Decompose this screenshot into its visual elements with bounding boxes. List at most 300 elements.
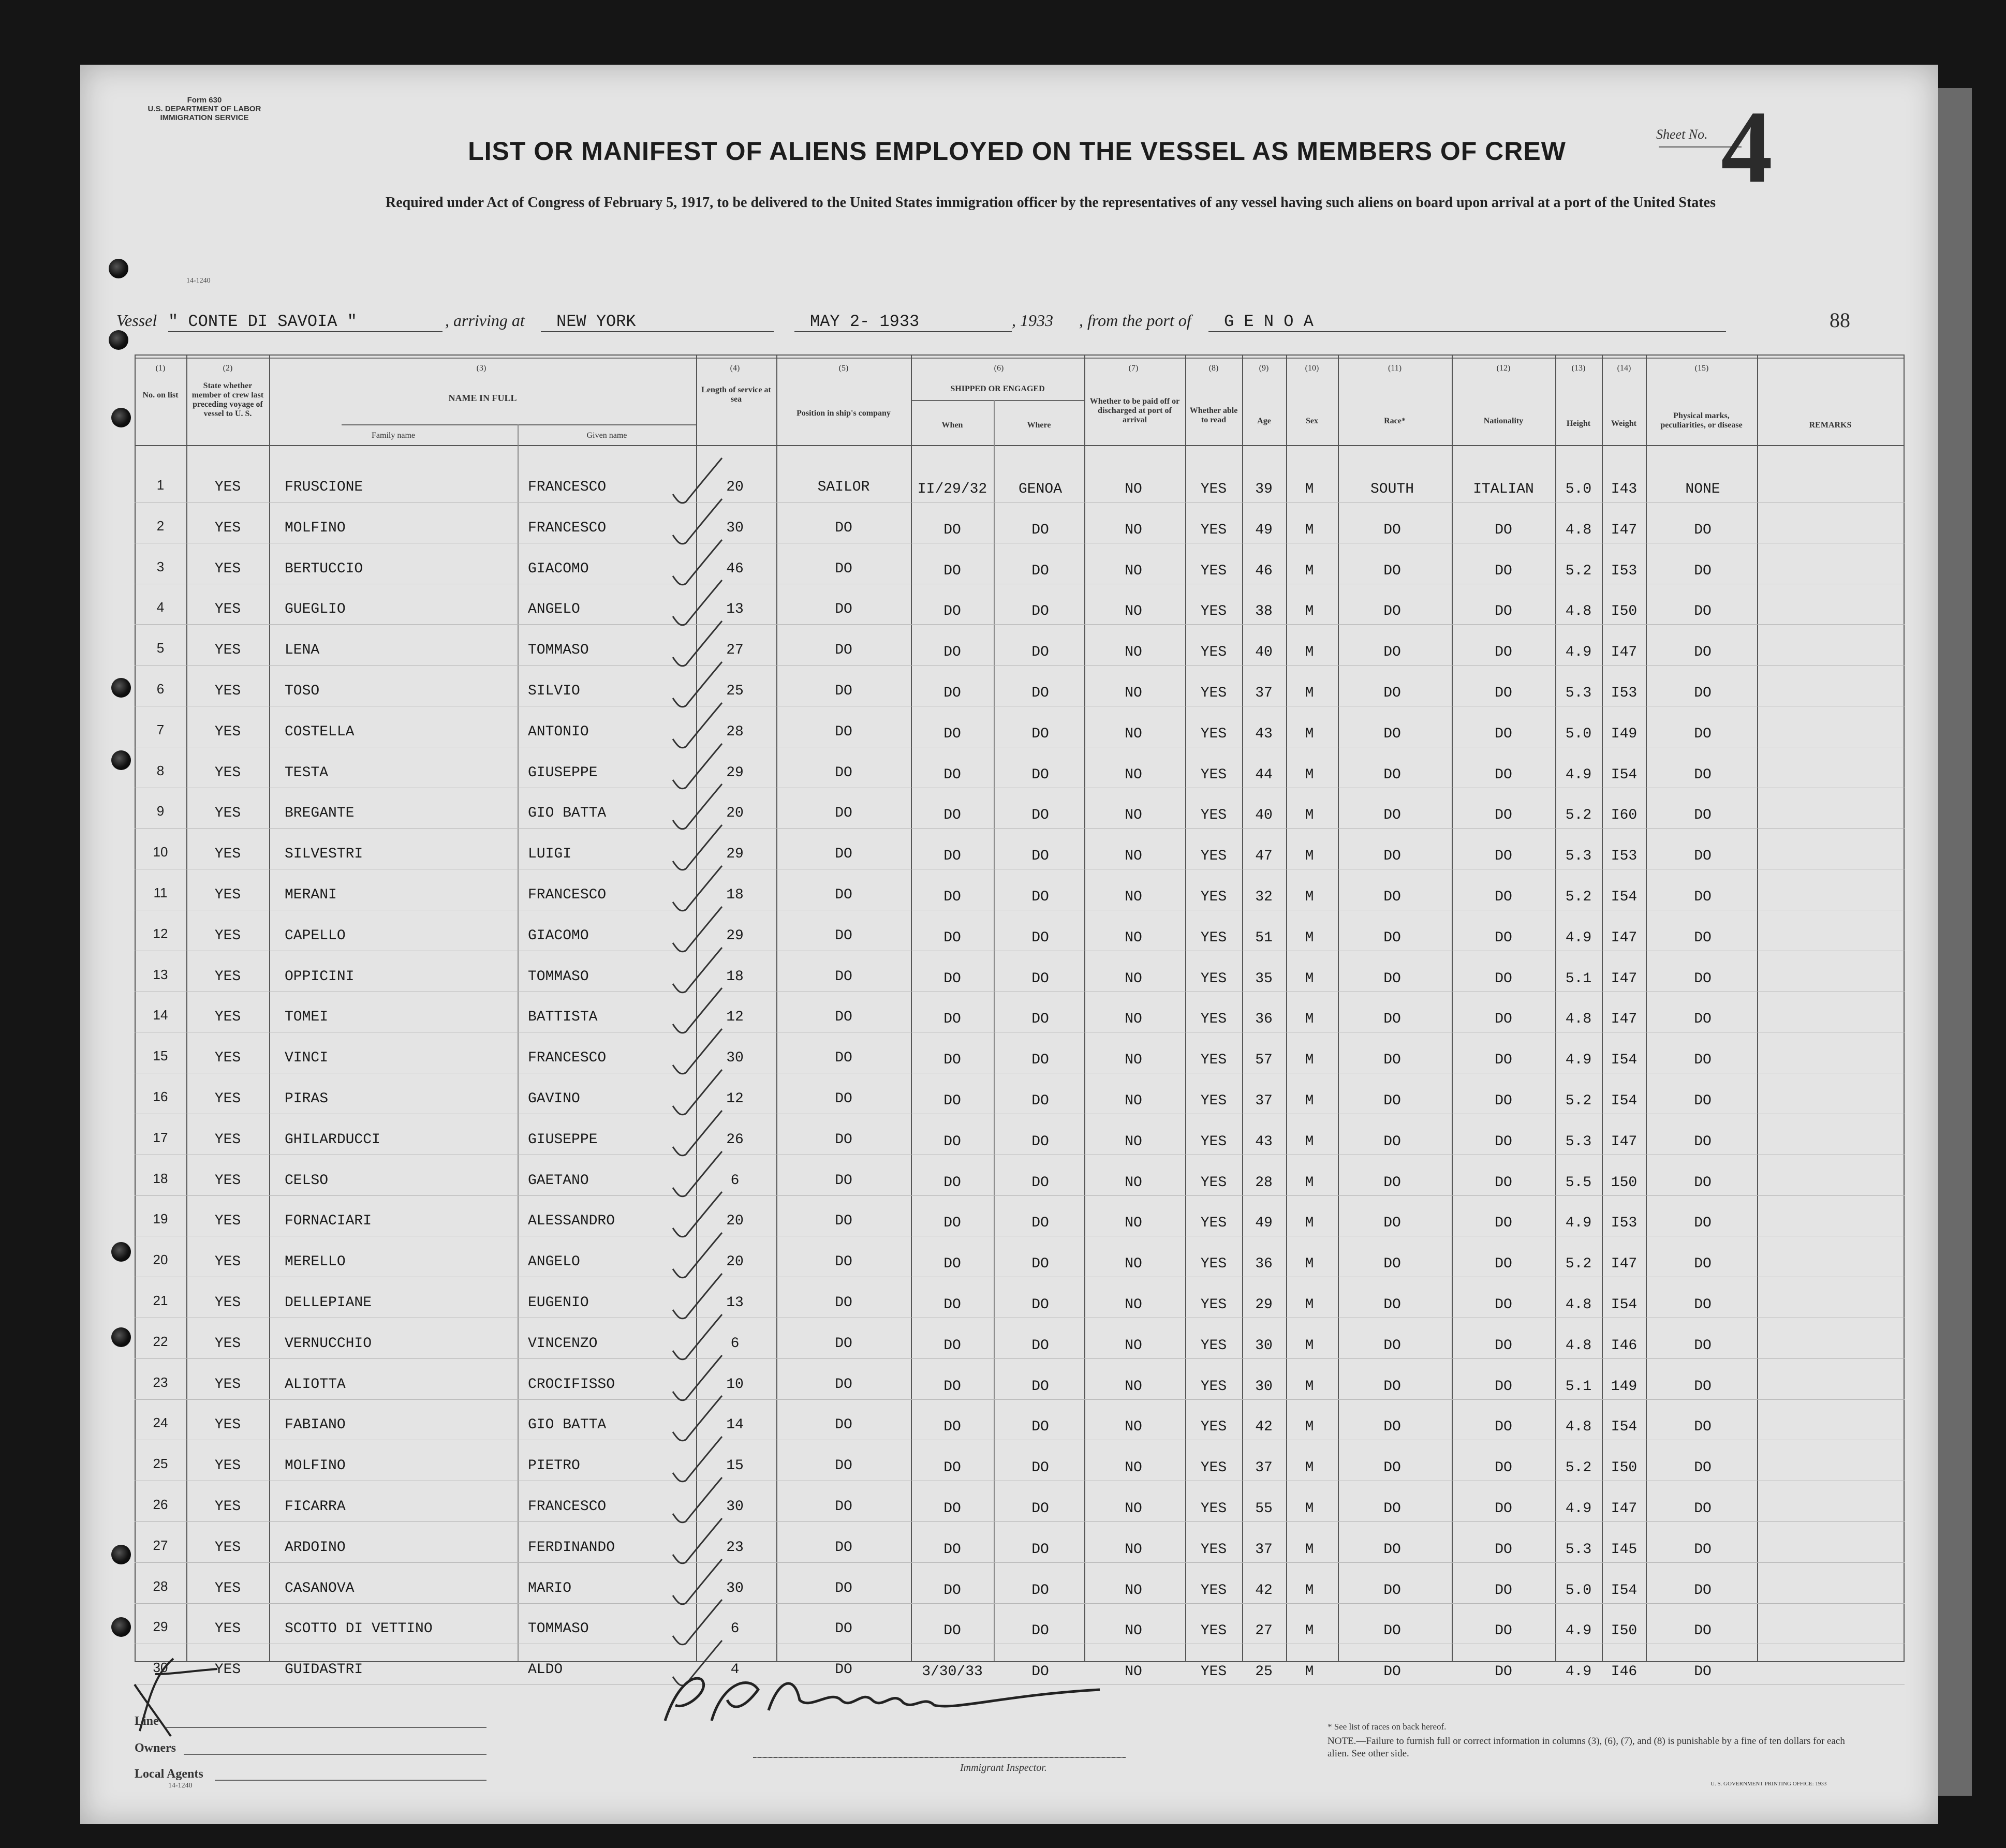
race-cell: DO xyxy=(1383,1297,1401,1313)
row-number: 14 xyxy=(153,1007,168,1023)
punch-hole xyxy=(111,1327,131,1347)
height-cell: 5.3 xyxy=(1565,1541,1592,1558)
state-cell: YES xyxy=(214,1499,241,1515)
nationality-cell: DO xyxy=(1495,563,1512,579)
family-name-cell: MOLFINO xyxy=(285,520,346,536)
row-number: 24 xyxy=(153,1415,168,1431)
able-to-read-cell: YES xyxy=(1200,603,1227,620)
state-cell: YES xyxy=(214,1254,241,1270)
physical-marks-cell: DO xyxy=(1694,685,1712,701)
paid-off-cell: NO xyxy=(1125,1297,1142,1313)
where-cell: DO xyxy=(1031,1011,1049,1028)
position-cell: DO xyxy=(835,1172,852,1189)
paid-off-cell: NO xyxy=(1125,1501,1142,1517)
where-cell: DO xyxy=(1031,726,1049,742)
crew-manifest-table xyxy=(135,354,1905,1680)
paid-off-cell: NO xyxy=(1125,481,1142,497)
height-cell: 4.9 xyxy=(1565,644,1592,661)
position-cell: DO xyxy=(835,1295,852,1311)
weight-cell: I47 xyxy=(1611,522,1638,538)
physical-marks-cell: DO xyxy=(1694,1541,1712,1558)
state-cell: YES xyxy=(214,1662,241,1678)
row-rule xyxy=(135,1521,1905,1522)
physical-marks-cell: DO xyxy=(1694,1664,1712,1680)
family-name-cell: LENA xyxy=(285,642,320,659)
where-cell: DO xyxy=(1031,889,1049,905)
age-cell: 35 xyxy=(1255,970,1273,987)
race-cell: DO xyxy=(1383,1215,1401,1232)
row-rule xyxy=(135,665,1905,666)
sex-cell: M xyxy=(1305,1052,1314,1069)
where-cell: DO xyxy=(1031,807,1049,824)
row-number: 17 xyxy=(153,1129,168,1145)
height-cell: 5.1 xyxy=(1565,970,1592,987)
from-label: , from the port of xyxy=(1079,311,1191,330)
header-where: Where xyxy=(1027,421,1051,430)
column-divider xyxy=(994,400,995,1661)
height-cell: 5.2 xyxy=(1565,563,1592,579)
sex-cell: M xyxy=(1305,970,1314,987)
nationality-cell: DO xyxy=(1495,1174,1512,1191)
state-cell: YES xyxy=(214,1091,241,1107)
given-name-cell: MARIO xyxy=(528,1580,572,1596)
physical-marks-cell: DO xyxy=(1694,1174,1712,1191)
physical-marks-cell: DO xyxy=(1694,726,1712,742)
where-cell: DO xyxy=(1031,563,1049,579)
sex-cell: M xyxy=(1305,1256,1314,1273)
sex-cell: M xyxy=(1305,563,1314,579)
where-cell: DO xyxy=(1031,1460,1049,1476)
weight-cell: I46 xyxy=(1611,1337,1638,1354)
given-name-cell: SILVIO xyxy=(528,683,580,699)
length-of-service-cell: 29 xyxy=(726,764,744,781)
length-of-service-cell: 46 xyxy=(726,560,744,577)
nationality-cell: DO xyxy=(1495,1052,1512,1069)
col-number: (4) xyxy=(730,364,740,373)
column-divider xyxy=(1185,354,1186,1661)
race-cell: DO xyxy=(1383,1133,1401,1150)
arrival-port: NEW YORK xyxy=(541,312,774,332)
length-of-service-cell: 30 xyxy=(726,1050,744,1067)
row-number: 2 xyxy=(156,518,165,534)
age-cell: 37 xyxy=(1255,1460,1273,1476)
line-signature-line xyxy=(166,1727,486,1728)
given-name-cell: FRANCESCO xyxy=(528,887,607,903)
row-number: 13 xyxy=(153,966,168,982)
able-to-read-cell: YES xyxy=(1200,889,1227,905)
given-name-cell: TOMMASO xyxy=(528,1621,589,1637)
race-cell: DO xyxy=(1383,726,1401,742)
where-cell: DO xyxy=(1031,603,1049,620)
sex-cell: M xyxy=(1305,1215,1314,1232)
able-to-read-cell: YES xyxy=(1200,1256,1227,1273)
where-cell: DO xyxy=(1031,970,1049,987)
length-of-service-cell: 25 xyxy=(726,683,744,699)
position-cell: DO xyxy=(835,805,852,822)
length-of-service-cell: 27 xyxy=(726,642,744,659)
able-to-read-cell: YES xyxy=(1200,1501,1227,1517)
nationality-cell: DO xyxy=(1495,970,1512,987)
weight-cell: I54 xyxy=(1611,1093,1638,1109)
weight-cell: I54 xyxy=(1611,766,1638,783)
nationality-cell: DO xyxy=(1495,1623,1512,1639)
state-cell: YES xyxy=(214,846,241,863)
state-cell: YES xyxy=(214,1009,241,1026)
weight-cell: I54 xyxy=(1611,1582,1638,1599)
paid-off-cell: NO xyxy=(1125,889,1142,905)
physical-marks-cell: DO xyxy=(1694,1623,1712,1639)
when-cell: DO xyxy=(943,1093,961,1109)
weight-cell: I54 xyxy=(1611,889,1638,905)
state-cell: YES xyxy=(214,1131,241,1148)
page-edge-shadow xyxy=(1938,88,1972,1796)
table-top-border xyxy=(135,354,1905,356)
column-divider xyxy=(269,354,270,1661)
weight-cell: I53 xyxy=(1611,685,1638,701)
given-name-cell: FRANCESCO xyxy=(528,1499,607,1515)
nationality-cell: DO xyxy=(1495,889,1512,905)
age-cell: 43 xyxy=(1255,1133,1273,1150)
row-number: 22 xyxy=(153,1333,168,1349)
race-cell: SOUTH xyxy=(1370,481,1414,497)
able-to-read-cell: YES xyxy=(1200,1337,1227,1354)
age-cell: 42 xyxy=(1255,1419,1273,1436)
column-divider xyxy=(518,424,519,1661)
weight-cell: I45 xyxy=(1611,1541,1638,1558)
col-number: (10) xyxy=(1305,364,1319,373)
row-rule xyxy=(135,1603,1905,1604)
paid-off-cell: NO xyxy=(1125,685,1142,701)
family-name-cell: MERELLO xyxy=(285,1254,346,1270)
name-subheader-line xyxy=(342,424,696,425)
when-cell: II/29/32 xyxy=(917,481,987,497)
row-number: 7 xyxy=(156,721,165,737)
physical-marks-cell: DO xyxy=(1694,1582,1712,1599)
weight-cell: I54 xyxy=(1611,1297,1638,1313)
given-name-cell: EUGENIO xyxy=(528,1295,589,1311)
row-number: 4 xyxy=(156,599,165,615)
when-cell: DO xyxy=(943,1460,961,1476)
weight-cell: I50 xyxy=(1611,1623,1638,1639)
column-divider xyxy=(1084,354,1085,1661)
race-cell: DO xyxy=(1383,766,1401,783)
physical-marks-cell: DO xyxy=(1694,1297,1712,1313)
where-cell: DO xyxy=(1031,1093,1049,1109)
local-agents-label: Local Agents xyxy=(135,1767,203,1781)
punch-hole xyxy=(111,1242,131,1262)
paid-off-cell: NO xyxy=(1125,970,1142,987)
state-cell: YES xyxy=(214,1213,241,1230)
age-cell: 32 xyxy=(1255,889,1273,905)
able-to-read-cell: YES xyxy=(1200,1664,1227,1680)
when-cell: DO xyxy=(943,1378,961,1395)
family-name-cell: BERTUCCIO xyxy=(285,560,363,577)
given-name-cell: ANGELO xyxy=(528,601,580,618)
agents-signature-line xyxy=(215,1780,486,1781)
height-cell: 5.3 xyxy=(1565,1133,1592,1150)
family-name-cell: FICARRA xyxy=(285,1499,346,1515)
height-cell: 4.9 xyxy=(1565,766,1592,783)
able-to-read-cell: YES xyxy=(1200,726,1227,742)
physical-marks-cell: DO xyxy=(1694,644,1712,661)
race-cell: DO xyxy=(1383,685,1401,701)
owners-signature-line xyxy=(184,1754,486,1755)
position-cell: DO xyxy=(835,1335,852,1352)
nationality-cell: DO xyxy=(1495,1582,1512,1599)
row-number: 9 xyxy=(156,803,165,819)
row-number: 10 xyxy=(153,844,168,860)
height-cell: 4.9 xyxy=(1565,1623,1592,1639)
race-cell: DO xyxy=(1383,1337,1401,1354)
when-cell: DO xyxy=(943,1256,961,1273)
given-name-cell: BATTISTA xyxy=(528,1009,598,1026)
able-to-read-cell: YES xyxy=(1200,970,1227,987)
col-number: (5) xyxy=(838,364,849,373)
given-name-cell: CROCIFISSO xyxy=(528,1376,615,1393)
given-name-cell: TOMMASO xyxy=(528,642,589,659)
position-cell: DO xyxy=(835,560,852,577)
weight-cell: I53 xyxy=(1611,1215,1638,1232)
paid-off-cell: NO xyxy=(1125,848,1142,865)
length-of-service-cell: 26 xyxy=(726,1131,744,1148)
header-physical-marks: Physical marks, peculiarities, or disease xyxy=(1660,411,1743,430)
where-cell: DO xyxy=(1031,1664,1049,1680)
paid-off-cell: NO xyxy=(1125,1256,1142,1273)
header-height: Height xyxy=(1566,419,1591,428)
length-of-service-cell: 29 xyxy=(726,927,744,944)
race-cell: DO xyxy=(1383,929,1401,946)
family-name-cell: FRUSCIONE xyxy=(285,479,363,495)
row-number: 15 xyxy=(153,1048,168,1064)
state-cell: YES xyxy=(214,1376,241,1393)
given-name-cell: ANTONIO xyxy=(528,723,589,740)
nationality-cell: DO xyxy=(1495,1256,1512,1273)
nationality-cell: DO xyxy=(1495,1297,1512,1313)
paid-off-cell: NO xyxy=(1125,1419,1142,1436)
given-name-cell: FRANCESCO xyxy=(528,1050,607,1067)
sex-cell: M xyxy=(1305,726,1314,742)
when-cell: DO xyxy=(943,807,961,824)
arrival-date: MAY 2- 1933 xyxy=(794,312,1012,332)
able-to-read-cell: YES xyxy=(1200,1297,1227,1313)
punch-hole xyxy=(111,678,131,698)
weight-cell: I53 xyxy=(1611,848,1638,865)
paid-off-cell: NO xyxy=(1125,807,1142,824)
line-label: Line xyxy=(135,1714,159,1728)
race-cell: DO xyxy=(1383,603,1401,620)
paid-off-cell: NO xyxy=(1125,1378,1142,1395)
height-cell: 5.0 xyxy=(1565,481,1592,497)
footer-form-code: 14-1240 xyxy=(168,1782,193,1790)
age-cell: 49 xyxy=(1255,1215,1273,1232)
length-of-service-cell: 6 xyxy=(730,1621,740,1637)
sex-cell: M xyxy=(1305,889,1314,905)
row-rule xyxy=(135,1562,1905,1563)
row-number: 1 xyxy=(156,477,165,493)
age-cell: 43 xyxy=(1255,726,1273,742)
age-cell: 27 xyxy=(1255,1623,1273,1639)
header-length-of-service: Length of service at sea xyxy=(701,386,771,404)
state-cell: YES xyxy=(214,1621,241,1637)
able-to-read-cell: YES xyxy=(1200,563,1227,579)
nationality-cell: DO xyxy=(1495,1664,1512,1680)
length-of-service-cell: 18 xyxy=(726,887,744,903)
nationality-cell: DO xyxy=(1495,1460,1512,1476)
age-cell: 37 xyxy=(1255,1093,1273,1109)
row-rule xyxy=(135,1399,1905,1400)
height-cell: 4.8 xyxy=(1565,1011,1592,1028)
able-to-read-cell: YES xyxy=(1200,848,1227,865)
age-cell: 36 xyxy=(1255,1256,1273,1273)
position-cell: DO xyxy=(835,1009,852,1026)
state-cell: YES xyxy=(214,1580,241,1596)
form-service: IMMIGRATION SERVICE xyxy=(160,113,249,122)
race-cell: DO xyxy=(1383,1378,1401,1395)
punch-hole xyxy=(109,259,128,278)
where-cell: DO xyxy=(1031,1419,1049,1436)
row-number: 28 xyxy=(153,1578,168,1594)
family-name-cell: CAPELLO xyxy=(285,927,346,944)
paid-off-cell: NO xyxy=(1125,1133,1142,1150)
weight-cell: 149 xyxy=(1611,1378,1638,1395)
row-rule xyxy=(135,1195,1905,1196)
sex-cell: M xyxy=(1305,1174,1314,1191)
weight-cell: I53 xyxy=(1611,563,1638,579)
able-to-read-cell: YES xyxy=(1200,1215,1227,1232)
where-cell: DO xyxy=(1031,1174,1049,1191)
physical-marks-cell: DO xyxy=(1694,603,1712,620)
length-of-service-cell: 20 xyxy=(726,479,744,495)
col-number: (12) xyxy=(1496,364,1511,373)
given-name-cell: GIACOMO xyxy=(528,927,589,944)
column-divider xyxy=(911,354,912,1661)
column-divider xyxy=(776,354,777,1661)
header-weight: Weight xyxy=(1611,419,1636,428)
family-name-cell: COSTELLA xyxy=(285,723,355,740)
col-number: (15) xyxy=(1694,364,1709,373)
able-to-read-cell: YES xyxy=(1200,1460,1227,1476)
race-cell: DO xyxy=(1383,807,1401,824)
family-name-cell: VINCI xyxy=(285,1050,329,1067)
row-rule xyxy=(135,1358,1905,1359)
when-cell: DO xyxy=(943,522,961,538)
col-number: (13) xyxy=(1571,364,1586,373)
vessel-line xyxy=(116,311,1773,337)
when-cell: DO xyxy=(943,889,961,905)
length-of-service-cell: 4 xyxy=(730,1662,740,1678)
row-number: 11 xyxy=(153,885,168,900)
position-cell: DO xyxy=(835,1131,852,1148)
column-divider xyxy=(1904,354,1905,1661)
col-number: (11) xyxy=(1388,364,1402,373)
nationality-cell: DO xyxy=(1495,1419,1512,1436)
weight-cell: I47 xyxy=(1611,929,1638,946)
height-cell: 4.8 xyxy=(1565,1337,1592,1354)
race-cell: DO xyxy=(1383,1664,1401,1680)
height-cell: 4.8 xyxy=(1565,522,1592,538)
departure-port: G E N O A xyxy=(1208,312,1726,332)
where-cell: DO xyxy=(1031,1215,1049,1232)
state-cell: YES xyxy=(214,1335,241,1352)
position-cell: DO xyxy=(835,520,852,536)
age-cell: 46 xyxy=(1255,563,1273,579)
physical-marks-cell: DO xyxy=(1694,1256,1712,1273)
length-of-service-cell: 18 xyxy=(726,968,744,985)
header-paid-off: Whether to be paid off or discharged at port of arrival xyxy=(1089,397,1180,424)
length-of-service-cell: 13 xyxy=(726,1295,744,1311)
column-divider xyxy=(1757,354,1758,1661)
age-cell: 37 xyxy=(1255,685,1273,701)
table-top-border-double xyxy=(135,358,1905,359)
race-cell: DO xyxy=(1383,970,1401,987)
position-cell: DO xyxy=(835,1539,852,1556)
physical-marks-cell: DO xyxy=(1694,1378,1712,1395)
paid-off-cell: NO xyxy=(1125,603,1142,620)
inspector-signature xyxy=(644,1659,1110,1741)
paid-off-cell: NO xyxy=(1125,644,1142,661)
paid-off-cell: NO xyxy=(1125,1582,1142,1599)
sex-cell: M xyxy=(1305,1460,1314,1476)
arriving-label: , arriving at xyxy=(445,311,525,330)
state-cell: YES xyxy=(214,642,241,659)
nationality-cell: DO xyxy=(1495,1011,1512,1028)
column-divider xyxy=(1338,354,1339,1661)
header-name-in-full: NAME IN FULL xyxy=(448,393,517,403)
race-cell: DO xyxy=(1383,1093,1401,1109)
age-cell: 36 xyxy=(1255,1011,1273,1028)
weight-cell: I49 xyxy=(1611,726,1638,742)
form-department: U.S. DEPARTMENT OF LABOR xyxy=(148,105,261,113)
where-cell: GENOA xyxy=(1018,481,1063,497)
race-cell: DO xyxy=(1383,1419,1401,1436)
position-cell: DO xyxy=(835,1376,852,1393)
age-cell: 40 xyxy=(1255,644,1273,661)
able-to-read-cell: YES xyxy=(1200,1582,1227,1599)
sex-cell: M xyxy=(1305,603,1314,620)
length-of-service-cell: 14 xyxy=(726,1417,744,1433)
col-number: (14) xyxy=(1617,364,1631,373)
nationality-cell: DO xyxy=(1495,1501,1512,1517)
paid-off-cell: NO xyxy=(1125,1174,1142,1191)
position-cell: DO xyxy=(835,887,852,903)
height-cell: 4.8 xyxy=(1565,1297,1592,1313)
height-cell: 5.2 xyxy=(1565,807,1592,824)
paid-off-cell: NO xyxy=(1125,1623,1142,1639)
when-cell: 3/30/33 xyxy=(922,1664,983,1680)
physical-marks-cell: DO xyxy=(1694,1093,1712,1109)
nationality-cell: DO xyxy=(1495,766,1512,783)
state-cell: YES xyxy=(214,1458,241,1474)
sex-cell: M xyxy=(1305,766,1314,783)
paid-off-cell: NO xyxy=(1125,1460,1142,1476)
header-state-whether: State whether member of crew last preceding voyage of vessel to U. S. xyxy=(191,381,264,418)
sex-cell: M xyxy=(1305,1541,1314,1558)
given-name-cell: GIUSEPPE xyxy=(528,1131,598,1148)
sex-cell: M xyxy=(1305,522,1314,538)
nationality-cell: DO xyxy=(1495,603,1512,620)
where-cell: DO xyxy=(1031,1501,1049,1517)
given-name-cell: GIO BATTA xyxy=(528,805,607,822)
length-of-service-cell: 15 xyxy=(726,1458,744,1474)
column-divider xyxy=(1286,354,1287,1661)
state-cell: YES xyxy=(214,927,241,944)
nationality-cell: DO xyxy=(1495,807,1512,824)
header-age: Age xyxy=(1257,417,1271,425)
col-number: (7) xyxy=(1128,364,1139,373)
height-cell: 4.9 xyxy=(1565,1501,1592,1517)
age-cell: 30 xyxy=(1255,1378,1273,1395)
when-cell: DO xyxy=(943,1337,961,1354)
